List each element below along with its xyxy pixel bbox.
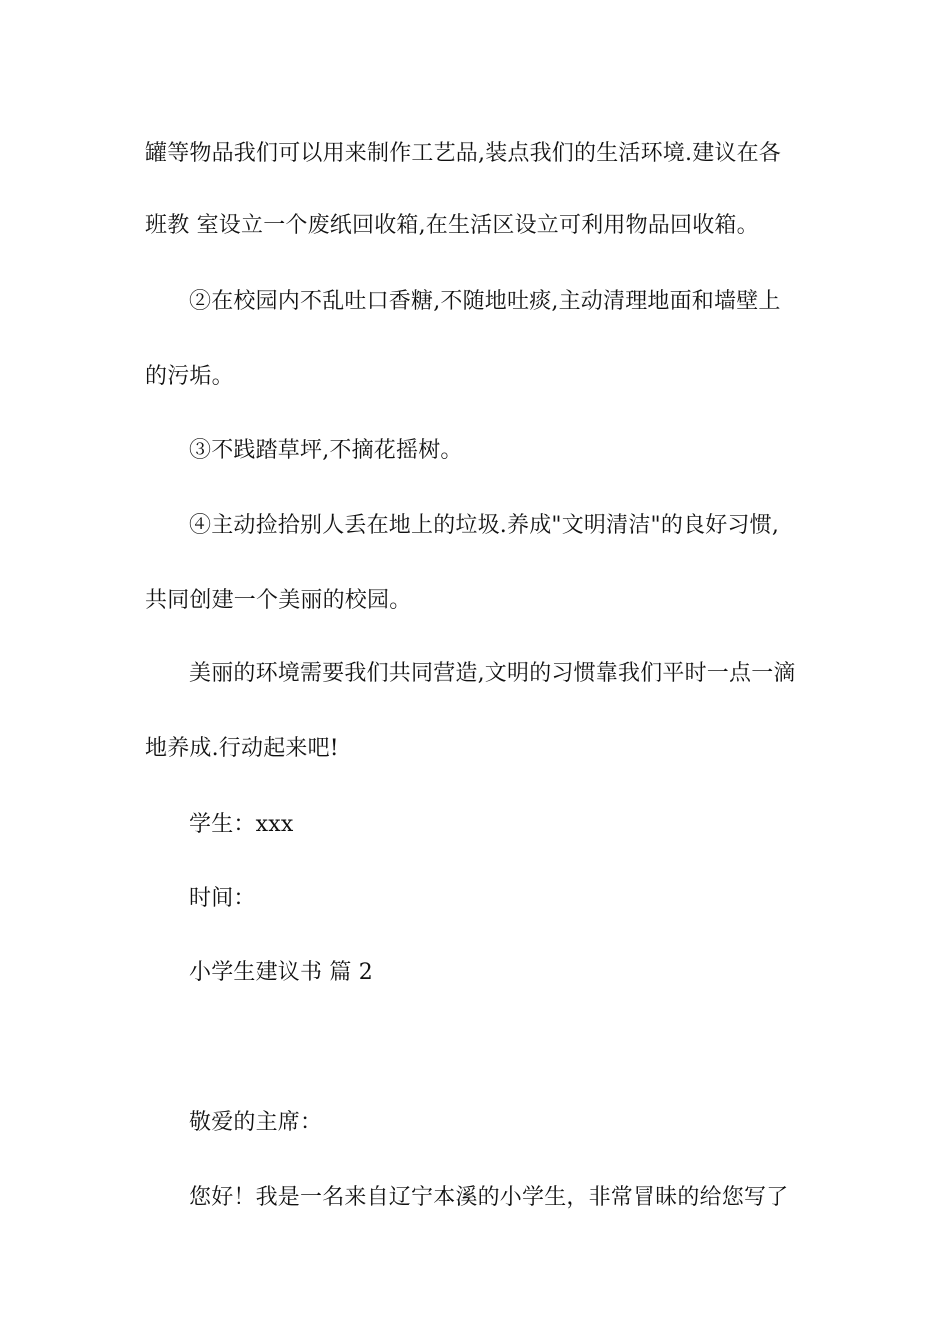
- text-line: 罐等物品我们可以用来制作工艺品,装点我们的生活环境.建议在各: [145, 141, 781, 166]
- signature-time: 时间：: [189, 886, 256, 911]
- text-line: 共同创建一个美丽的校园。: [145, 588, 412, 613]
- text-line: 地养成.行动起来吧!: [145, 736, 339, 761]
- text-line: ④主动捡拾别人丢在地上的垃圾.养成"文明清洁"的良好习惯,: [189, 513, 780, 538]
- section-heading: 小学生建议书 篇 2: [189, 960, 373, 985]
- letter-salutation: 敬爱的主席：: [189, 1110, 323, 1135]
- text-line: ③不践踏草坪,不摘花摇树。: [189, 438, 463, 463]
- text-line: 的污垢。: [145, 364, 234, 389]
- text-line: 美丽的环境需要我们共同营造,文明的习惯靠我们平时一点一滴: [189, 661, 796, 686]
- text-line: 班教 室设立一个废纸回收箱,在生活区设立可利用物品回收箱。: [145, 213, 759, 238]
- text-line: ②在校园内不乱吐口香糖,不随地吐痰,主动清理地面和墙壁上: [189, 289, 781, 314]
- signature-student: 学生：xxx: [189, 812, 294, 837]
- text-line: 您好！我是一名来自辽宁本溪的小学生，非常冒昧的给您写了: [189, 1185, 789, 1210]
